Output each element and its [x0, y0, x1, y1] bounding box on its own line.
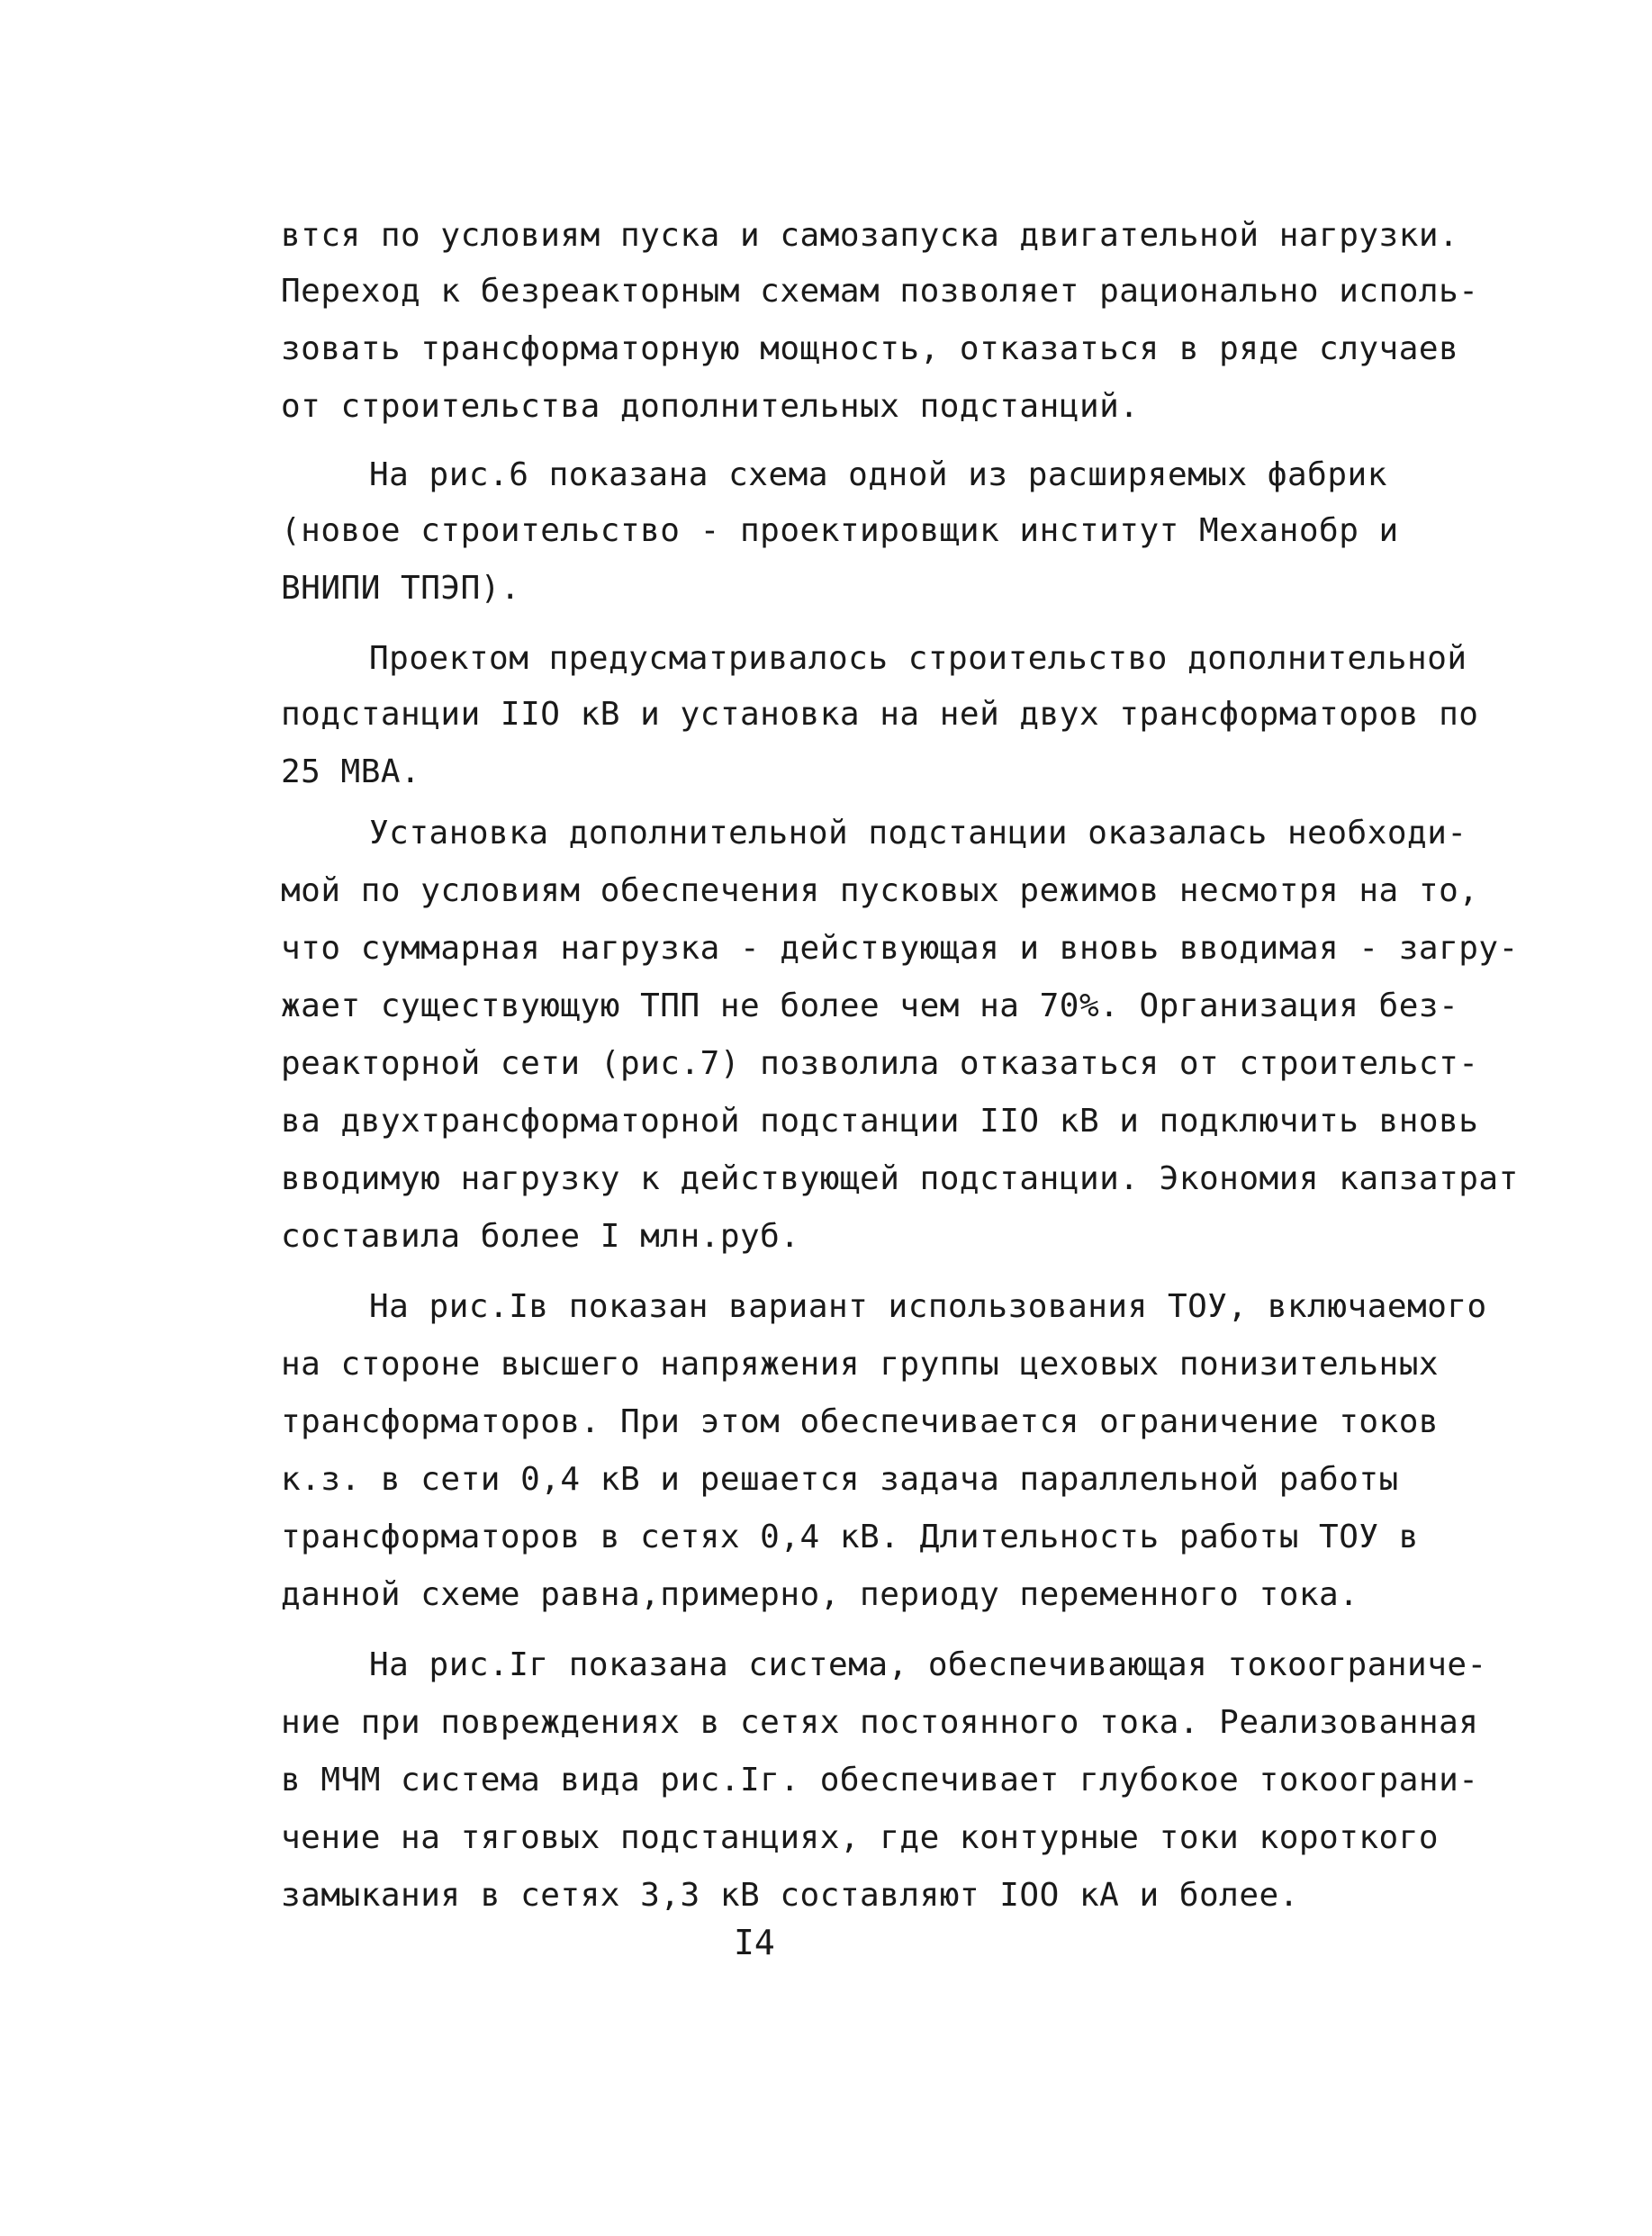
text-line: зовать трансформаторную мощность, отказаться в ряде случаев — [281, 330, 1459, 367]
text-line: замыкания в сетях 3,3 кВ составляют IOO кА и более. — [281, 1877, 1299, 1914]
text-line: составила более I млн.руб. — [281, 1218, 800, 1255]
text-line: реакторной сети (рис.7) позволила отказаться от строительст- — [281, 1045, 1479, 1082]
text-line: На рис.Iг показана система, обеспечивающая токоограничe- — [369, 1646, 1487, 1683]
text-line: ние при повреждениях в сетях постоянного тока. Реализованная — [281, 1704, 1479, 1741]
text-line: мой по условиям обеспечения пусковых режимов несмотря на то, — [281, 872, 1479, 909]
text-line: Установка дополнительной подстанции оказалась необходи- — [369, 815, 1467, 852]
text-line: На рис.Iв показан вариант использования ТОУ, включаемого — [369, 1288, 1487, 1325]
text-line: На рис.6 показана схема одной из расширяемых фабрик — [369, 456, 1387, 493]
text-line: данной схеме равна,примерно, периоду переменного тока. — [281, 1576, 1359, 1613]
page-number: I4 — [734, 1923, 775, 1962]
text-line: вводимую нагрузку к действующей подстанции. Экономия капзатрат — [281, 1160, 1519, 1197]
text-line: ВНИПИ ТПЭП). — [281, 570, 521, 607]
text-line: на стороне высшего напряжения группы цеховых понизительных — [281, 1346, 1440, 1383]
text-line: подстанции IIO кВ и установка на ней двух трансформаторов по — [281, 696, 1479, 733]
text-line: (новое строительство - проектировщик институт Механобр и — [281, 512, 1399, 549]
text-line: втся по условиям пуска и самозапуска двигательной нагрузки. — [281, 217, 1459, 254]
text-line: трансформаторов. При этом обеспечивается ограничение токов — [281, 1403, 1440, 1440]
text-line: Проектом предусматривалось строительство дополнительной — [369, 640, 1467, 677]
text-line: от строительства дополнительных подстанций. — [281, 388, 1140, 425]
text-line: что суммарная нагрузка - действующая и вновь вводимая - загру- — [281, 930, 1519, 967]
text-line: жает существующую ТПП не более чем на 70%. Организация без- — [281, 987, 1459, 1024]
text-line: чение на тяговых подстанциях, где контурные токи короткого — [281, 1819, 1440, 1856]
text-line: ва двухтрансформаторной подстанции IIO кВ и подключить вновь — [281, 1103, 1479, 1140]
text-line: Переход к безреакторным схемам позволяет рационально исполь- — [281, 273, 1479, 310]
text-line: 25 МВА. — [281, 753, 421, 790]
text-line: к.з. в сети 0,4 кВ и решается задача параллельной работы — [281, 1461, 1399, 1498]
text-line: трансформаторов в сетях 0,4 кВ. Длительность работы ТОУ в — [281, 1519, 1419, 1555]
text-line: в МЧМ система вида рис.Iг. обеспечивает глубокое токоограни- — [281, 1762, 1479, 1799]
